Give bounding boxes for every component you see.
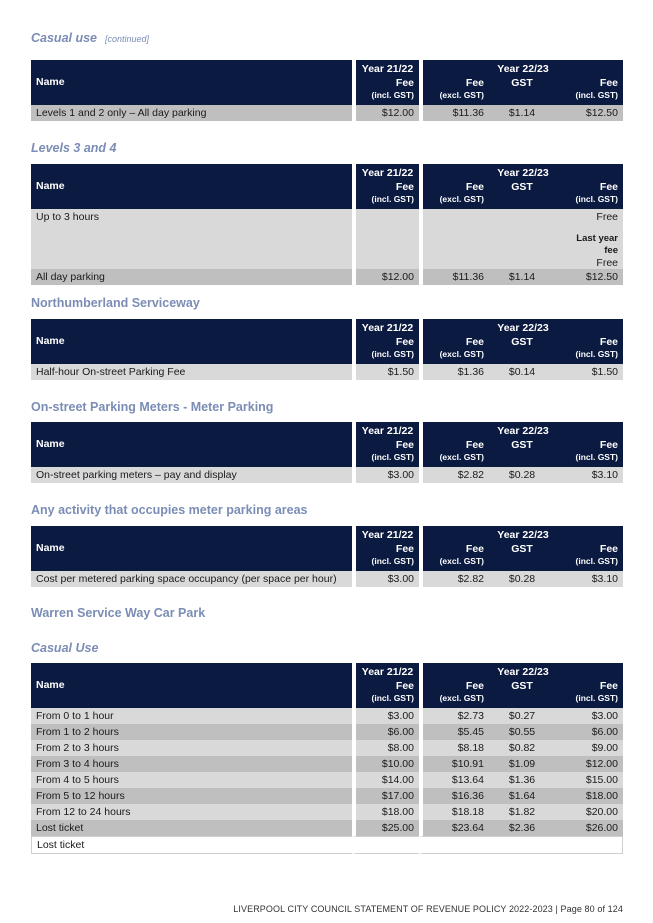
header-gst: GST: [489, 180, 555, 209]
header-fee-excl: Fee (excl. GST): [419, 76, 489, 105]
header-gst: GST: [489, 542, 555, 571]
header-year-prev: Year 21/22: [352, 319, 419, 335]
row-name: From 0 to 1 hour: [31, 708, 352, 724]
row-gst: $0.55: [489, 724, 555, 740]
header-gst: GST: [489, 438, 555, 467]
header-name: Name: [31, 422, 352, 467]
row-name: From 3 to 4 hours: [31, 756, 352, 772]
row-fee-prev: $12.00: [352, 105, 419, 121]
row-fee-prev: $1.50: [352, 364, 419, 380]
header-year-prev: Year 21/22: [352, 60, 419, 76]
row-gst: $0.14: [489, 364, 555, 380]
row-fee-prev: [352, 209, 419, 269]
row-gst: $1.36: [489, 772, 555, 788]
row-fee-incl: [555, 209, 623, 269]
row-name: On-street parking meters – pay and display: [31, 467, 352, 483]
row-fee-prev: $18.00: [352, 804, 419, 820]
header-fee-incl: Fee (incl. GST): [352, 76, 419, 105]
header-year-prev: Year 21/22: [352, 526, 419, 542]
row-fee-incl-value: Free: [596, 211, 618, 223]
header-fee-excl: Fee (excl. GST): [419, 542, 489, 571]
fee-table-warren-casual-use: [31, 663, 623, 854]
row-fee-incl: $3.10: [555, 571, 623, 587]
header-year-prev: Year 21/22: [352, 164, 419, 180]
row-name: From 5 to 12 hours: [31, 788, 352, 804]
section-title-text: Casual use: [31, 31, 98, 45]
section-title-northumberland: Northumberland Serviceway: [31, 296, 200, 310]
row-fee-incl: $20.00: [555, 804, 623, 820]
row-fee-incl: $12.50: [555, 269, 623, 285]
header-name: Name: [31, 663, 352, 708]
fee-table-northumberland: [31, 319, 623, 380]
row-name: Levels 1 and 2 only – All day parking: [31, 105, 352, 121]
row-fee-incl: $1.50: [555, 364, 623, 380]
row-fee-prev: $10.00: [352, 756, 419, 772]
header-year-prev: Year 21/22: [352, 663, 419, 679]
row-fee-incl: $26.00: [555, 820, 623, 836]
row-fee-excl: $11.36: [419, 269, 489, 285]
header-year-curr: Year 22/23: [419, 164, 623, 180]
header-gst: GST: [489, 679, 555, 708]
header-year-curr: Year 22/23: [419, 319, 623, 335]
row-gst: [489, 836, 555, 854]
header-gst: GST: [489, 76, 555, 105]
row-name: Cost per metered parking space occupancy (per space per hour): [31, 571, 352, 587]
row-gst: $1.64: [489, 788, 555, 804]
table-row: [31, 571, 623, 587]
row-name: Lost ticket: [31, 836, 352, 854]
table-row: [31, 772, 623, 788]
header-year-curr: Year 22/23: [419, 526, 623, 542]
header-year-curr: Year 22/23: [419, 422, 623, 438]
row-fee-incl: $15.00: [555, 772, 623, 788]
row-fee-excl: $16.36: [419, 788, 489, 804]
table-row: [31, 209, 623, 269]
header-fee-incl-curr: Fee (incl. GST): [555, 180, 623, 209]
section-title-casual-use: [31, 31, 149, 45]
row-fee-prev: $8.00: [352, 740, 419, 756]
table-row: [31, 740, 623, 756]
header-fee-excl: Fee (excl. GST): [419, 679, 489, 708]
row-name: All day parking: [31, 269, 352, 285]
row-name: Half-hour On-street Parking Fee: [31, 364, 352, 380]
row-gst: $0.28: [489, 571, 555, 587]
row-fee-excl: $8.18: [419, 740, 489, 756]
header-year-prev: Year 21/22: [352, 422, 419, 438]
header-name: Name: [31, 526, 352, 571]
header-fee-incl-curr: Fee (incl. GST): [555, 335, 623, 364]
row-name: From 12 to 24 hours: [31, 804, 352, 820]
row-fee-prev: $12.00: [352, 269, 419, 285]
fee-table-casual-use: [31, 60, 623, 121]
fee-table-levels-3-4: [31, 164, 623, 285]
row-fee-incl: $6.00: [555, 724, 623, 740]
row-fee-excl: $2.82: [419, 571, 489, 587]
table-row: [31, 269, 623, 285]
header-fee-excl: Fee (excl. GST): [419, 180, 489, 209]
row-fee-incl: $12.00: [555, 756, 623, 772]
header-year-curr: Year 22/23: [419, 60, 623, 76]
row-fee-prev: $3.00: [352, 708, 419, 724]
row-fee-incl: $12.50: [555, 105, 623, 121]
row-fee-prev: $17.00: [352, 788, 419, 804]
section-title-warren-service-way: Warren Service Way Car Park: [31, 606, 206, 620]
subheading-casual-use: Casual Use: [31, 641, 99, 655]
row-name: From 4 to 5 hours: [31, 772, 352, 788]
row-gst: $1.09: [489, 756, 555, 772]
row-gst: $1.14: [489, 269, 555, 285]
section-title-meter-occupancy: Any activity that occupies meter parking areas: [31, 503, 308, 517]
row-gst: $1.14: [489, 105, 555, 121]
fee-table-meter-occupancy: [31, 526, 623, 587]
table-row: [31, 364, 623, 380]
table-row: [31, 724, 623, 740]
header-fee-excl: Fee (excl. GST): [419, 335, 489, 364]
header-gst: GST: [489, 335, 555, 364]
row-fee-excl: $18.18: [419, 804, 489, 820]
header-fee-incl: Fee (incl. GST): [352, 438, 419, 467]
last-year-fee-value: Free: [596, 257, 618, 269]
section-title-on-street-meters: On-street Parking Meters - Meter Parking: [31, 400, 274, 414]
fee-table-on-street-meters: [31, 422, 623, 483]
table-row: [31, 804, 623, 820]
header-fee-incl: Fee (incl. GST): [352, 679, 419, 708]
row-fee-incl: $9.00: [555, 740, 623, 756]
row-fee-excl: $23.64: [419, 820, 489, 836]
row-fee-excl: $11.36: [419, 105, 489, 121]
row-gst: [489, 209, 555, 269]
row-gst: $0.82: [489, 740, 555, 756]
row-fee-excl: [419, 209, 489, 269]
header-fee-incl: Fee (incl. GST): [352, 542, 419, 571]
row-fee-excl: $2.73: [419, 708, 489, 724]
header-fee-incl-curr: Fee (incl. GST): [555, 542, 623, 571]
table-row: [31, 820, 623, 836]
header-year-curr: Year 22/23: [419, 663, 623, 679]
row-gst: $0.27: [489, 708, 555, 724]
row-name: From 1 to 2 hours: [31, 724, 352, 740]
table-row: [31, 788, 623, 804]
header-name: Name: [31, 164, 352, 209]
row-fee-prev: $3.00: [352, 467, 419, 483]
header-name: Name: [31, 319, 352, 364]
table-row: [31, 708, 623, 724]
row-fee-prev: $25.00: [352, 820, 419, 836]
table-row: [31, 467, 623, 483]
continued-note: [continued]: [105, 34, 150, 44]
header-name: Name: [31, 60, 352, 105]
table-row: [31, 756, 623, 772]
row-fee-prev: $3.00: [352, 571, 419, 587]
row-fee-incl: $3.10: [555, 467, 623, 483]
row-fee-excl: $5.45: [419, 724, 489, 740]
row-gst: $1.82: [489, 804, 555, 820]
row-fee-excl: $10.91: [419, 756, 489, 772]
row-gst: $0.28: [489, 467, 555, 483]
row-fee-prev: $6.00: [352, 724, 419, 740]
row-fee-incl: [555, 836, 623, 854]
row-name: Lost ticket: [31, 820, 352, 836]
header-fee-incl-curr: Fee (incl. GST): [555, 76, 623, 105]
row-fee-excl: [419, 836, 489, 854]
row-fee-incl: $18.00: [555, 788, 623, 804]
section-title-levels-3-4: Levels 3 and 4: [31, 141, 117, 155]
header-fee-incl-curr: Fee (incl. GST): [555, 679, 623, 708]
header-fee-incl: Fee (incl. GST): [352, 180, 419, 209]
row-fee-excl: $13.64: [419, 772, 489, 788]
header-fee-incl-curr: Fee (incl. GST): [555, 438, 623, 467]
table-row: [31, 105, 623, 121]
row-fee-prev: $14.00: [352, 772, 419, 788]
row-name: Up to 3 hours: [31, 209, 352, 269]
last-year-fee-label: Last year fee: [576, 233, 618, 256]
table-row: [31, 836, 623, 854]
page-footer: LIVERPOOL CITY COUNCIL STATEMENT OF REVENUE POLICY 2022-2023 | Page 80 of 124: [233, 904, 623, 914]
row-gst: $2.36: [489, 820, 555, 836]
row-fee-prev: [352, 836, 419, 854]
header-fee-excl: Fee (excl. GST): [419, 438, 489, 467]
warren-table-body: [31, 708, 623, 854]
row-fee-incl: $3.00: [555, 708, 623, 724]
row-fee-excl: $2.82: [419, 467, 489, 483]
header-fee-incl: Fee (incl. GST): [352, 335, 419, 364]
row-fee-excl: $1.36: [419, 364, 489, 380]
row-name: From 2 to 3 hours: [31, 740, 352, 756]
